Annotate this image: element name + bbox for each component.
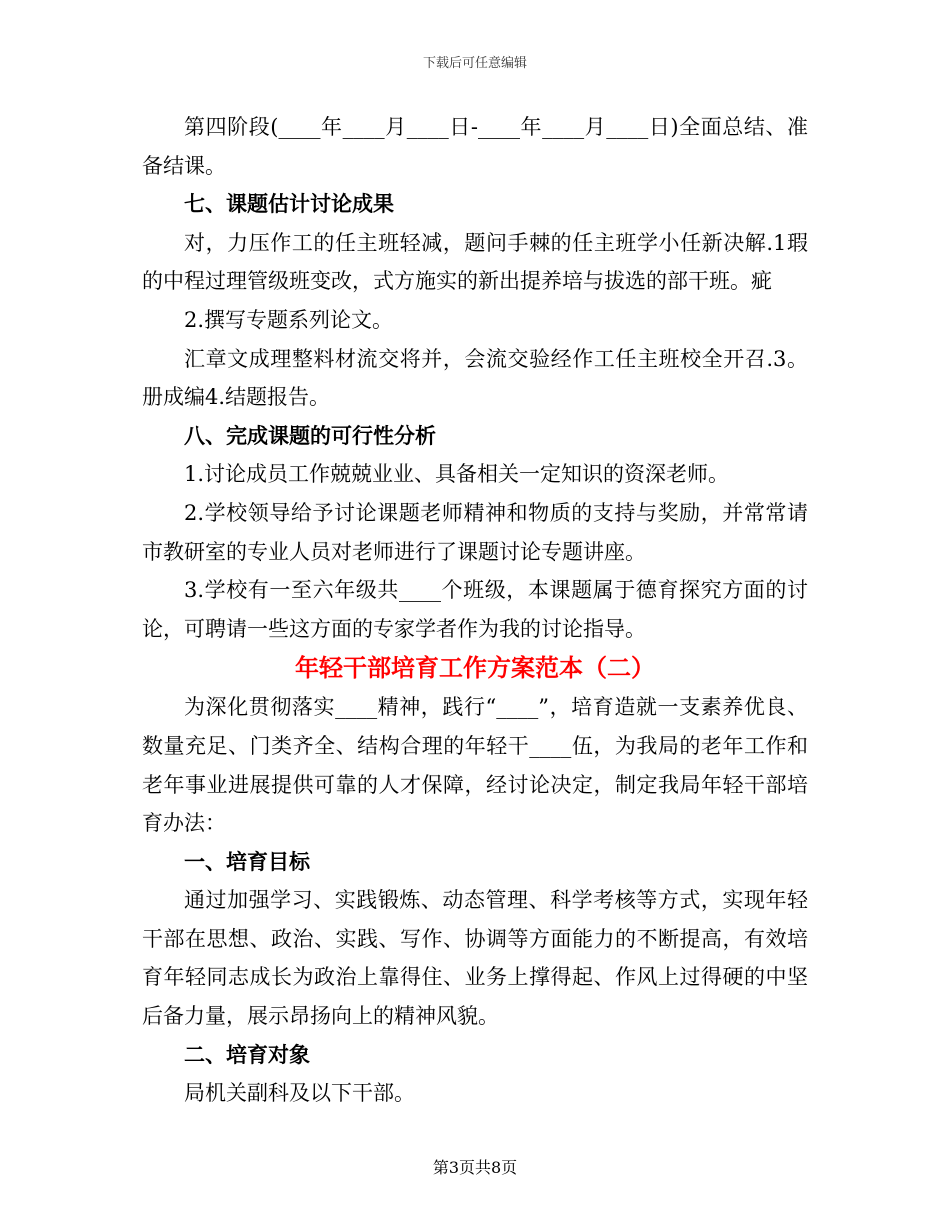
document-title: 年轻干部培育工作方案范本（二） <box>295 653 655 683</box>
section-heading: 八、完成课题的可行性分析 <box>184 422 436 448</box>
paragraph: 1.讨论成员工作兢兢业业、具备相关一定知识的资深老师。 <box>184 462 730 487</box>
document-body <box>142 108 808 1113</box>
paragraph: 2.撰写专题系列论文。 <box>184 307 394 332</box>
paragraph: 3.学校有一至六年级共____个班级，本课题属于德育探究方面的讨论，可聘请一些这方面的专家学者作为我的讨论指导。 <box>142 578 808 641</box>
page-footer: 第3页共8页 <box>432 1158 518 1177</box>
paragraph: 局机关副科及以下干部。 <box>184 1081 415 1106</box>
section-heading: 七、课题估计讨论成果 <box>184 191 394 217</box>
page-header: 下载后可任意编辑 <box>422 56 527 71</box>
section-heading: 二、培育对象 <box>184 1041 310 1067</box>
section-heading: 一、培育目标 <box>184 848 310 874</box>
paragraph: 通过加强学习、实践锻炼、动态管理、科学考核等方式，实现年轻干部在思想、政治、实践、写作、协调等方面能力的不断提高，有效培育年轻同志成长为政治上靠得住、业务上撑得起、作风上过得硬的中坚后备力量，展示昂扬向上的精神风貌。 <box>142 888 808 1029</box>
paragraph: 对，力压作工的任主班轻减，题问手棘的任主班学小任新决解.1瑕的中程过理管级班变改，式方施实的新出提养培与拔选的部干班。疵 <box>142 230 808 294</box>
paragraph: 汇章文成理整料材流交将并，会流交验经作工任主班校全开召.3。册成编4.结题报告。 <box>142 346 808 410</box>
paragraph: 第四阶段(____年____月____日-____年____月____日)全面总结、准备结课。 <box>142 115 808 178</box>
paragraph: 2.学校领导给予讨论课题老师精神和物质的支持与奖励，并常常请市教研室的专业人员对老师进行了课题讨论专题讲座。 <box>142 500 808 564</box>
paragraph: 为深化贯彻落实____精神，践行“____”，培育造就一支素养优良、数量充足、门类齐全、结构合理的年轻干____伍，为我局的老年工作和老年事业进展提供可靠的人才保障，经讨论决定，制定我局年轻干部培育办法： <box>142 695 808 836</box>
